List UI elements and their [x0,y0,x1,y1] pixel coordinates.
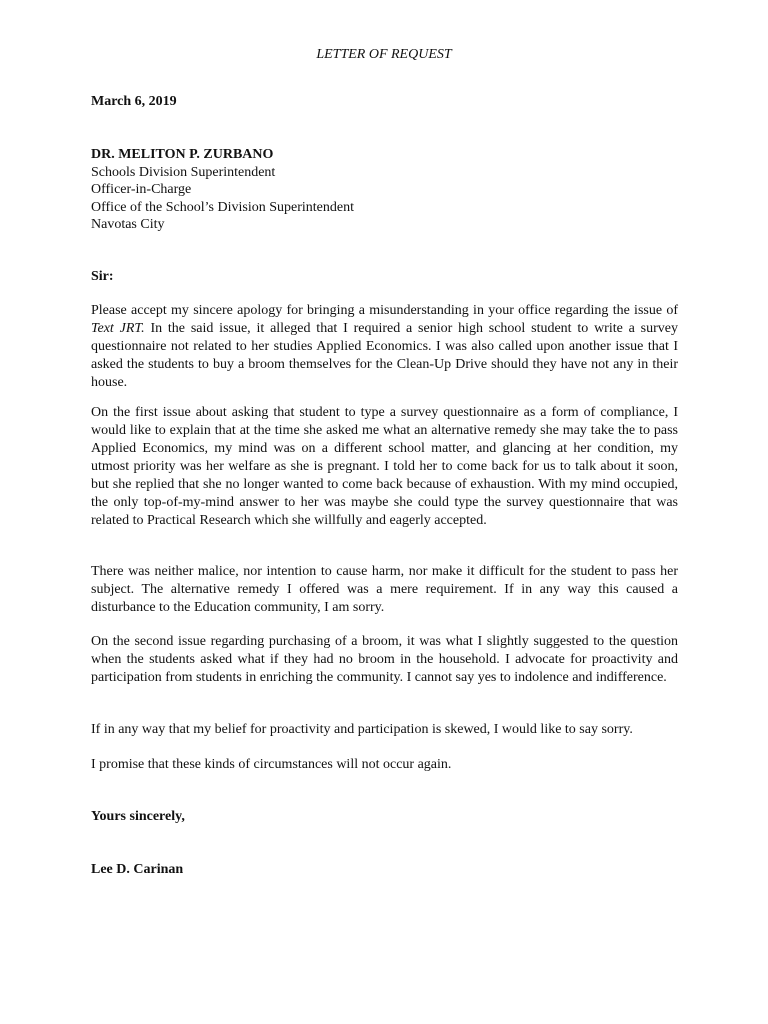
body-paragraph-5: If in any way that my belief for proactivity and participation is skewed, I would like to say sorry. [91,722,633,737]
recipient-role: Officer-in-Charge [91,182,192,197]
paragraph-1-emphasis: Text JRT. [91,321,145,336]
recipient-name: DR. MELITON P. ZURBANO [91,147,274,162]
recipient-city: Navotas City [91,217,165,232]
letter-date: March 6, 2019 [91,94,177,109]
complimentary-close: Yours sincerely, [91,809,185,824]
body-paragraph-4: On the second issue regarding purchasing of a broom, it was what I slightly suggested to the question when the students asked what if they had no broom in the household. I advocate for proactivity and participation from students in enriching the community. I cannot say yes to indolence and indifference. [91,634,678,685]
recipient-address-block [91,146,691,234]
paragraph-1-text-end: In the said issue, it alleged that I required a senior high school student to write a survey questionnaire not related to her studies Applied Economics. I was also called upon another issue that I asked the students to buy a broom themselves for the Clean-Up Drive should they have not any in their house. [91,321,678,390]
document-title: LETTER OF REQUEST [316,47,452,62]
signatory-name: Lee D. Carinan [91,862,184,877]
recipient-position: Schools Division Superintendent [91,164,276,180]
recipient-office: Office of the School’s Division Superintendent [91,199,354,215]
body-paragraph-3: There was neither malice, nor intention to cause harm, nor make it difficult for the student to pass her subject. The alternative remedy I offered was a mere requirement. If in any way this caused a disturbance to the Education community, I am sorry. [91,564,678,615]
salutation: Sir: [91,269,114,284]
body-paragraph-1 [91,302,678,392]
paragraph-1-text-start: Please accept my sincere apology for bringing a misunderstanding in your office regarding the issue of [91,303,678,318]
body-paragraph-2: On the first issue about asking that student to type a survey questionnaire as a form of compliance, I would like to explain that at the time she asked me what an alternative remedy she may take the to pass Applied Economics, my mind was on a different school matter, and glancing at her condition, my utmost priority was her welfare as she is pregnant. I told her to come back for us to talk about it soon, but she replied that she no longer wanted to come back because of exhaustion. With my mind occupied, the only top-of-my-mind answer to her was maybe she could type the survey questionnaire that was related to Practical Research which she willfully and eagerly accepted. [91,405,678,528]
body-paragraph-6: I promise that these kinds of circumstances will not occur again. [91,757,452,772]
